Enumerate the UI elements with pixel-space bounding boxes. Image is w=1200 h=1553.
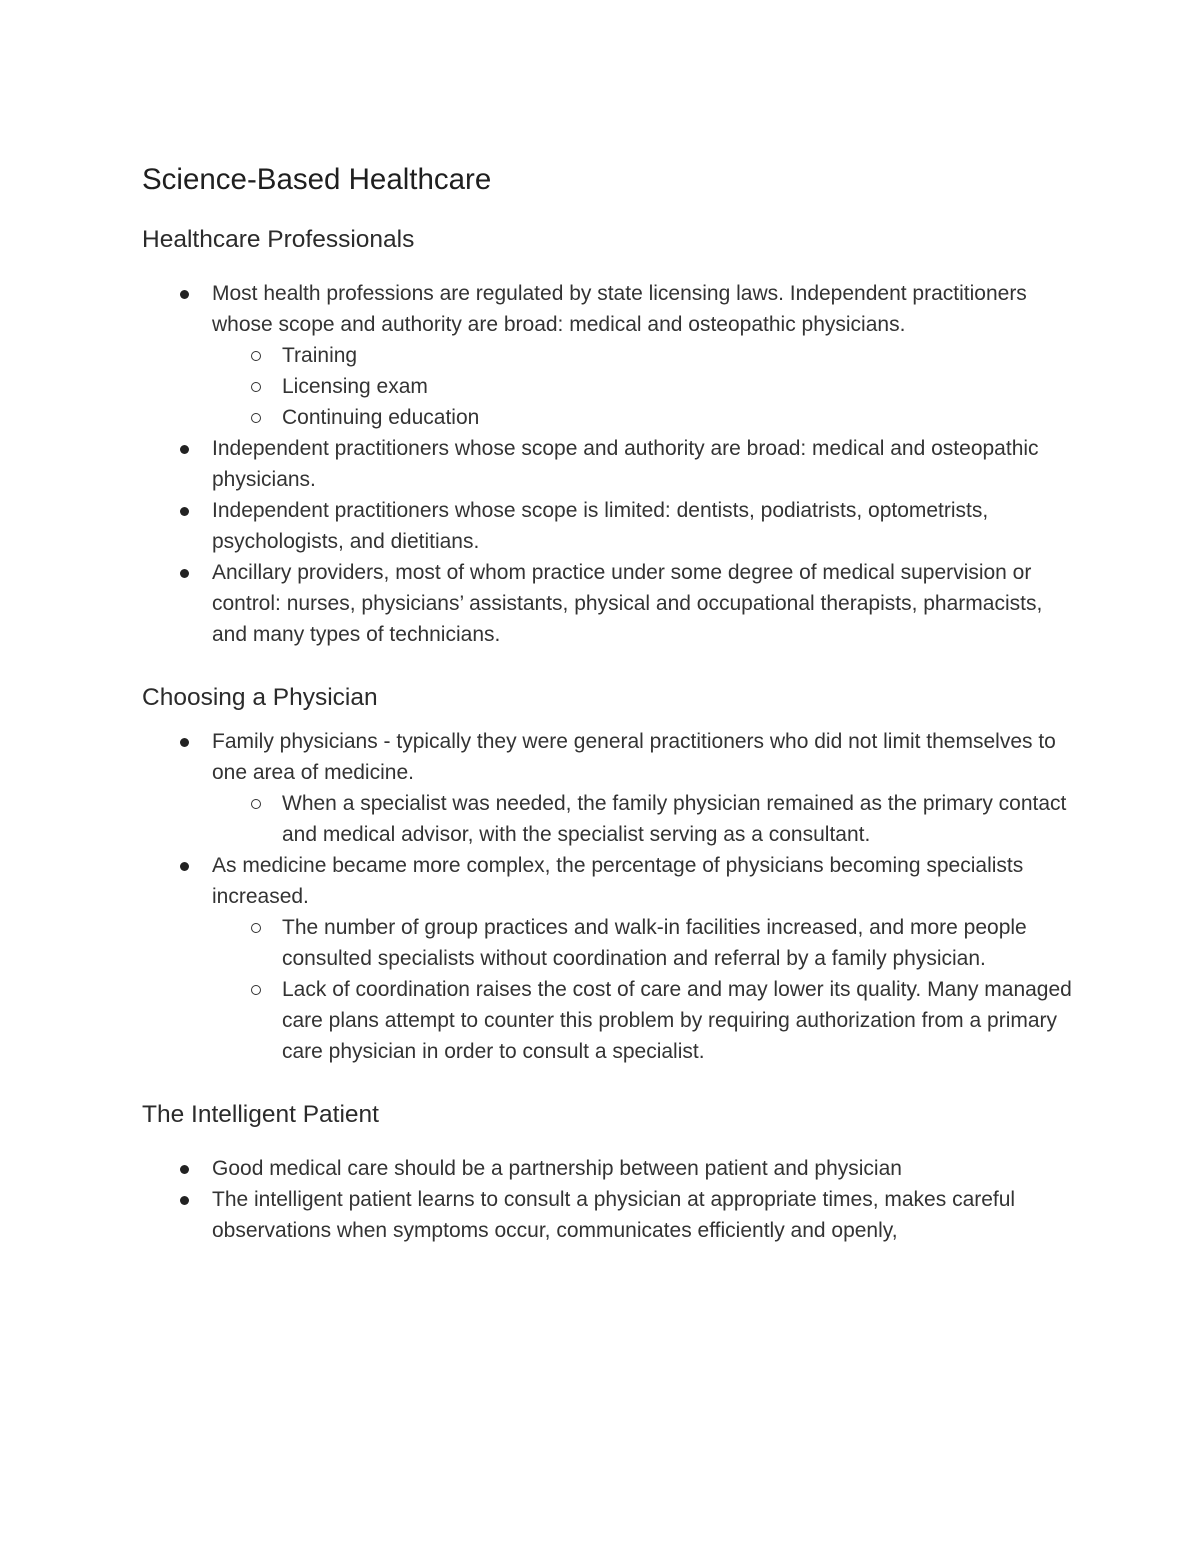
list-item xyxy=(142,557,1072,650)
section-heading-healthcare-professionals: Healthcare Professionals xyxy=(142,226,415,253)
sub-list-item-text: Lack of coordination raises the cost of care and may lower its quality. Many managed care plans attempt to counter this problem by requiring authorization from a primary care physician in order to consult a specialist. xyxy=(282,978,1072,1063)
bullet-disc-icon xyxy=(180,445,189,454)
bullet-circle-icon xyxy=(251,923,261,933)
bullet-list xyxy=(142,1153,1072,1246)
sub-list-item-text: Training xyxy=(282,344,358,367)
document-body xyxy=(142,156,1072,1246)
list-item-text: Most health professions are regulated by state licensing laws. Independent practitioners whose scope and authority are broad: medical and osteopathic physicians. xyxy=(212,282,1027,336)
list-item xyxy=(142,1153,1072,1184)
sub-list-item-text: When a specialist was needed, the family physician remained as the primary contact and medical advisor, with the specialist serving as a consultant. xyxy=(282,792,1067,846)
list-item-text: Ancillary providers, most of whom practice under some degree of medical supervision or control: nurses, physicians’ assistants, physical and occupational therapists, pharmacists, and many types of technicians. xyxy=(212,561,1043,646)
list-item xyxy=(142,726,1072,850)
sub-list-item xyxy=(212,340,1072,371)
sub-list-item-text: The number of group practices and walk-in facilities increased, and more people consulted specialists without coordination and referral by a family physician. xyxy=(282,916,1027,970)
bullet-circle-icon xyxy=(251,413,261,423)
bullet-list xyxy=(142,278,1072,650)
list-item xyxy=(142,278,1072,433)
bullet-circle-icon xyxy=(251,351,261,361)
list-item xyxy=(142,850,1072,1067)
bullet-circle-icon xyxy=(251,382,261,392)
list-item-text: Good medical care should be a partnership between patient and physician xyxy=(212,1157,902,1180)
list-item-text: Family physicians - typically they were general practitioners who did not limit themselves to one area of medicine. xyxy=(212,730,1056,784)
document-title: Science-Based Healthcare xyxy=(142,163,492,196)
sub-bullet-list xyxy=(212,912,1072,1067)
bullet-disc-icon xyxy=(180,862,189,871)
sub-bullet-list xyxy=(212,788,1072,850)
bullet-circle-icon xyxy=(251,985,261,995)
bullet-disc-icon xyxy=(180,738,189,747)
bullet-disc-icon xyxy=(180,290,189,299)
sub-list-item-text: Continuing education xyxy=(282,406,480,429)
list-item-text: Independent practitioners whose scope and authority are broad: medical and osteopathic physicians. xyxy=(212,437,1039,491)
list-item-text: Independent practitioners whose scope is limited: dentists, podiatrists, optometrists, psychologists, and dietitians. xyxy=(212,499,989,553)
sub-list-item-text: Licensing exam xyxy=(282,375,428,398)
sub-list-item xyxy=(212,974,1072,1067)
sub-bullet-list xyxy=(212,340,1072,433)
list-item-text: As medicine became more complex, the percentage of physicians becoming specialists increased. xyxy=(212,854,1024,908)
bullet-list xyxy=(142,726,1072,1067)
list-item xyxy=(142,495,1072,557)
section-heading-the-intelligent-patient: The Intelligent Patient xyxy=(142,1101,379,1128)
sub-list-item xyxy=(212,371,1072,402)
list-item xyxy=(142,433,1072,495)
bullet-disc-icon xyxy=(180,569,189,578)
section-heading-choosing-a-physician: Choosing a Physician xyxy=(142,684,378,711)
bullet-disc-icon xyxy=(180,507,189,516)
bullet-disc-icon xyxy=(180,1196,189,1205)
bullet-circle-icon xyxy=(251,799,261,809)
list-item xyxy=(142,1184,1072,1246)
sub-list-item xyxy=(212,788,1072,850)
sub-list-item xyxy=(212,402,1072,433)
bullet-disc-icon xyxy=(180,1165,189,1174)
list-item-text: The intelligent patient learns to consult a physician at appropriate times, makes careful observations when symptoms occur, communicates efficiently and openly, xyxy=(212,1188,1016,1242)
sub-list-item xyxy=(212,912,1072,974)
